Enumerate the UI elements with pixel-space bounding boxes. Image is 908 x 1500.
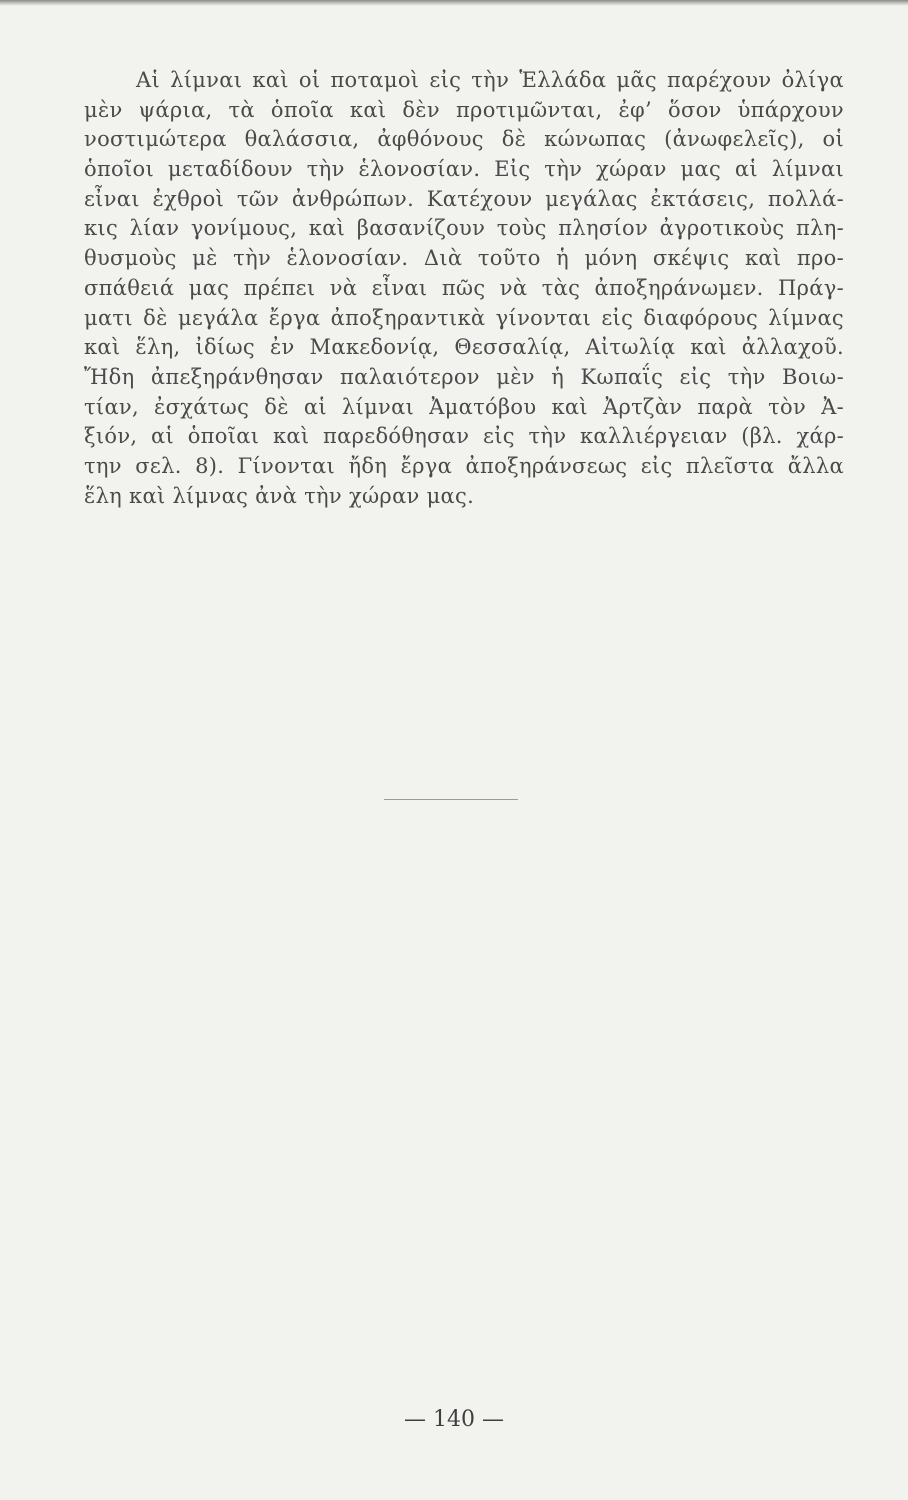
text-line: ματι δὲ μεγάλα ἔργα ἀποξηραντικὰ γίνονται εἰς διαφόρους λίμνας [84,305,844,330]
text-line: κις λίαν γονίμους, καὶ βασανίζουν τοὺς πλησίον ἀγροτικοὺς πλη- [84,216,844,241]
page-top-edge [0,0,908,6]
text-line: καὶ ἕλη, ἰδίως ἐν Μακεδονίᾳ, Θεσσαλίᾳ, Αἰτωλίᾳ καὶ ἀλλαχοῦ. [84,335,844,360]
text-line: θυσμοὺς μὲ τὴν ἑλονοσίαν. Διὰ τοῦτο ἡ μόνη σκέψις καὶ προ- [84,246,844,271]
text-line: Ἤδη ἀπεξηράνθησαν παλαιότερον μὲν ἡ Κωπαΐς εἰς τὴν Βοιω- [84,364,844,389]
text-line: εἶναι ἐχθροὶ τῶν ἀνθρώπων. Κατέχουν μεγάλας ἐκτάσεις, πολλά- [84,186,844,211]
text-line: ὁποῖοι μεταδίδουν τὴν ἑλονοσίαν. Εἰς τὴν χώραν μας αἱ λίμναι [84,157,844,182]
section-separator [384,799,518,800]
text-line: τίαν, ἐσχάτως δὲ αἱ λίμναι Ἀματόβου καὶ Ἀρτζὰν παρὰ τὸν Ἀ- [84,394,844,419]
page-number: — 140 — [404,1407,504,1432]
text-line: σπάθειά μας πρέπει νὰ εἶναι πῶς νὰ τὰς ἀποξηράνωμεν. Πράγ- [84,275,844,300]
body-paragraph [84,66,844,511]
text-line: την σελ. 8). Γίνονται ἤδη ἔργα ἀποξηράνσεως εἰς πλεῖστα ἄλλα [84,453,844,478]
text-line: Αἱ λίμναι καὶ οἱ ποταμοὶ εἰς τὴν Ἑλλάδα μᾶς παρέχουν ὀλίγα [136,68,844,92]
text-line: ἕλη καὶ λίμνας ἀνὰ τὴν χώραν μας. [84,483,475,508]
text-line: ξιόν, αἱ ὁποῖαι καὶ παρεδόθησαν εἰς τὴν καλλιέργειαν (βλ. χάρ- [84,424,844,449]
text-line: νοστιμώτερα θαλάσσια, ἀφθόνους δὲ κώνωπας (ἀνωφελεῖς), οἱ [84,127,844,152]
text-line: μὲν ψάρια, τὰ ὁποῖα καὶ δὲν προτιμῶνται, ἐφ’ ὅσον ὑπάρχουν [84,97,844,122]
